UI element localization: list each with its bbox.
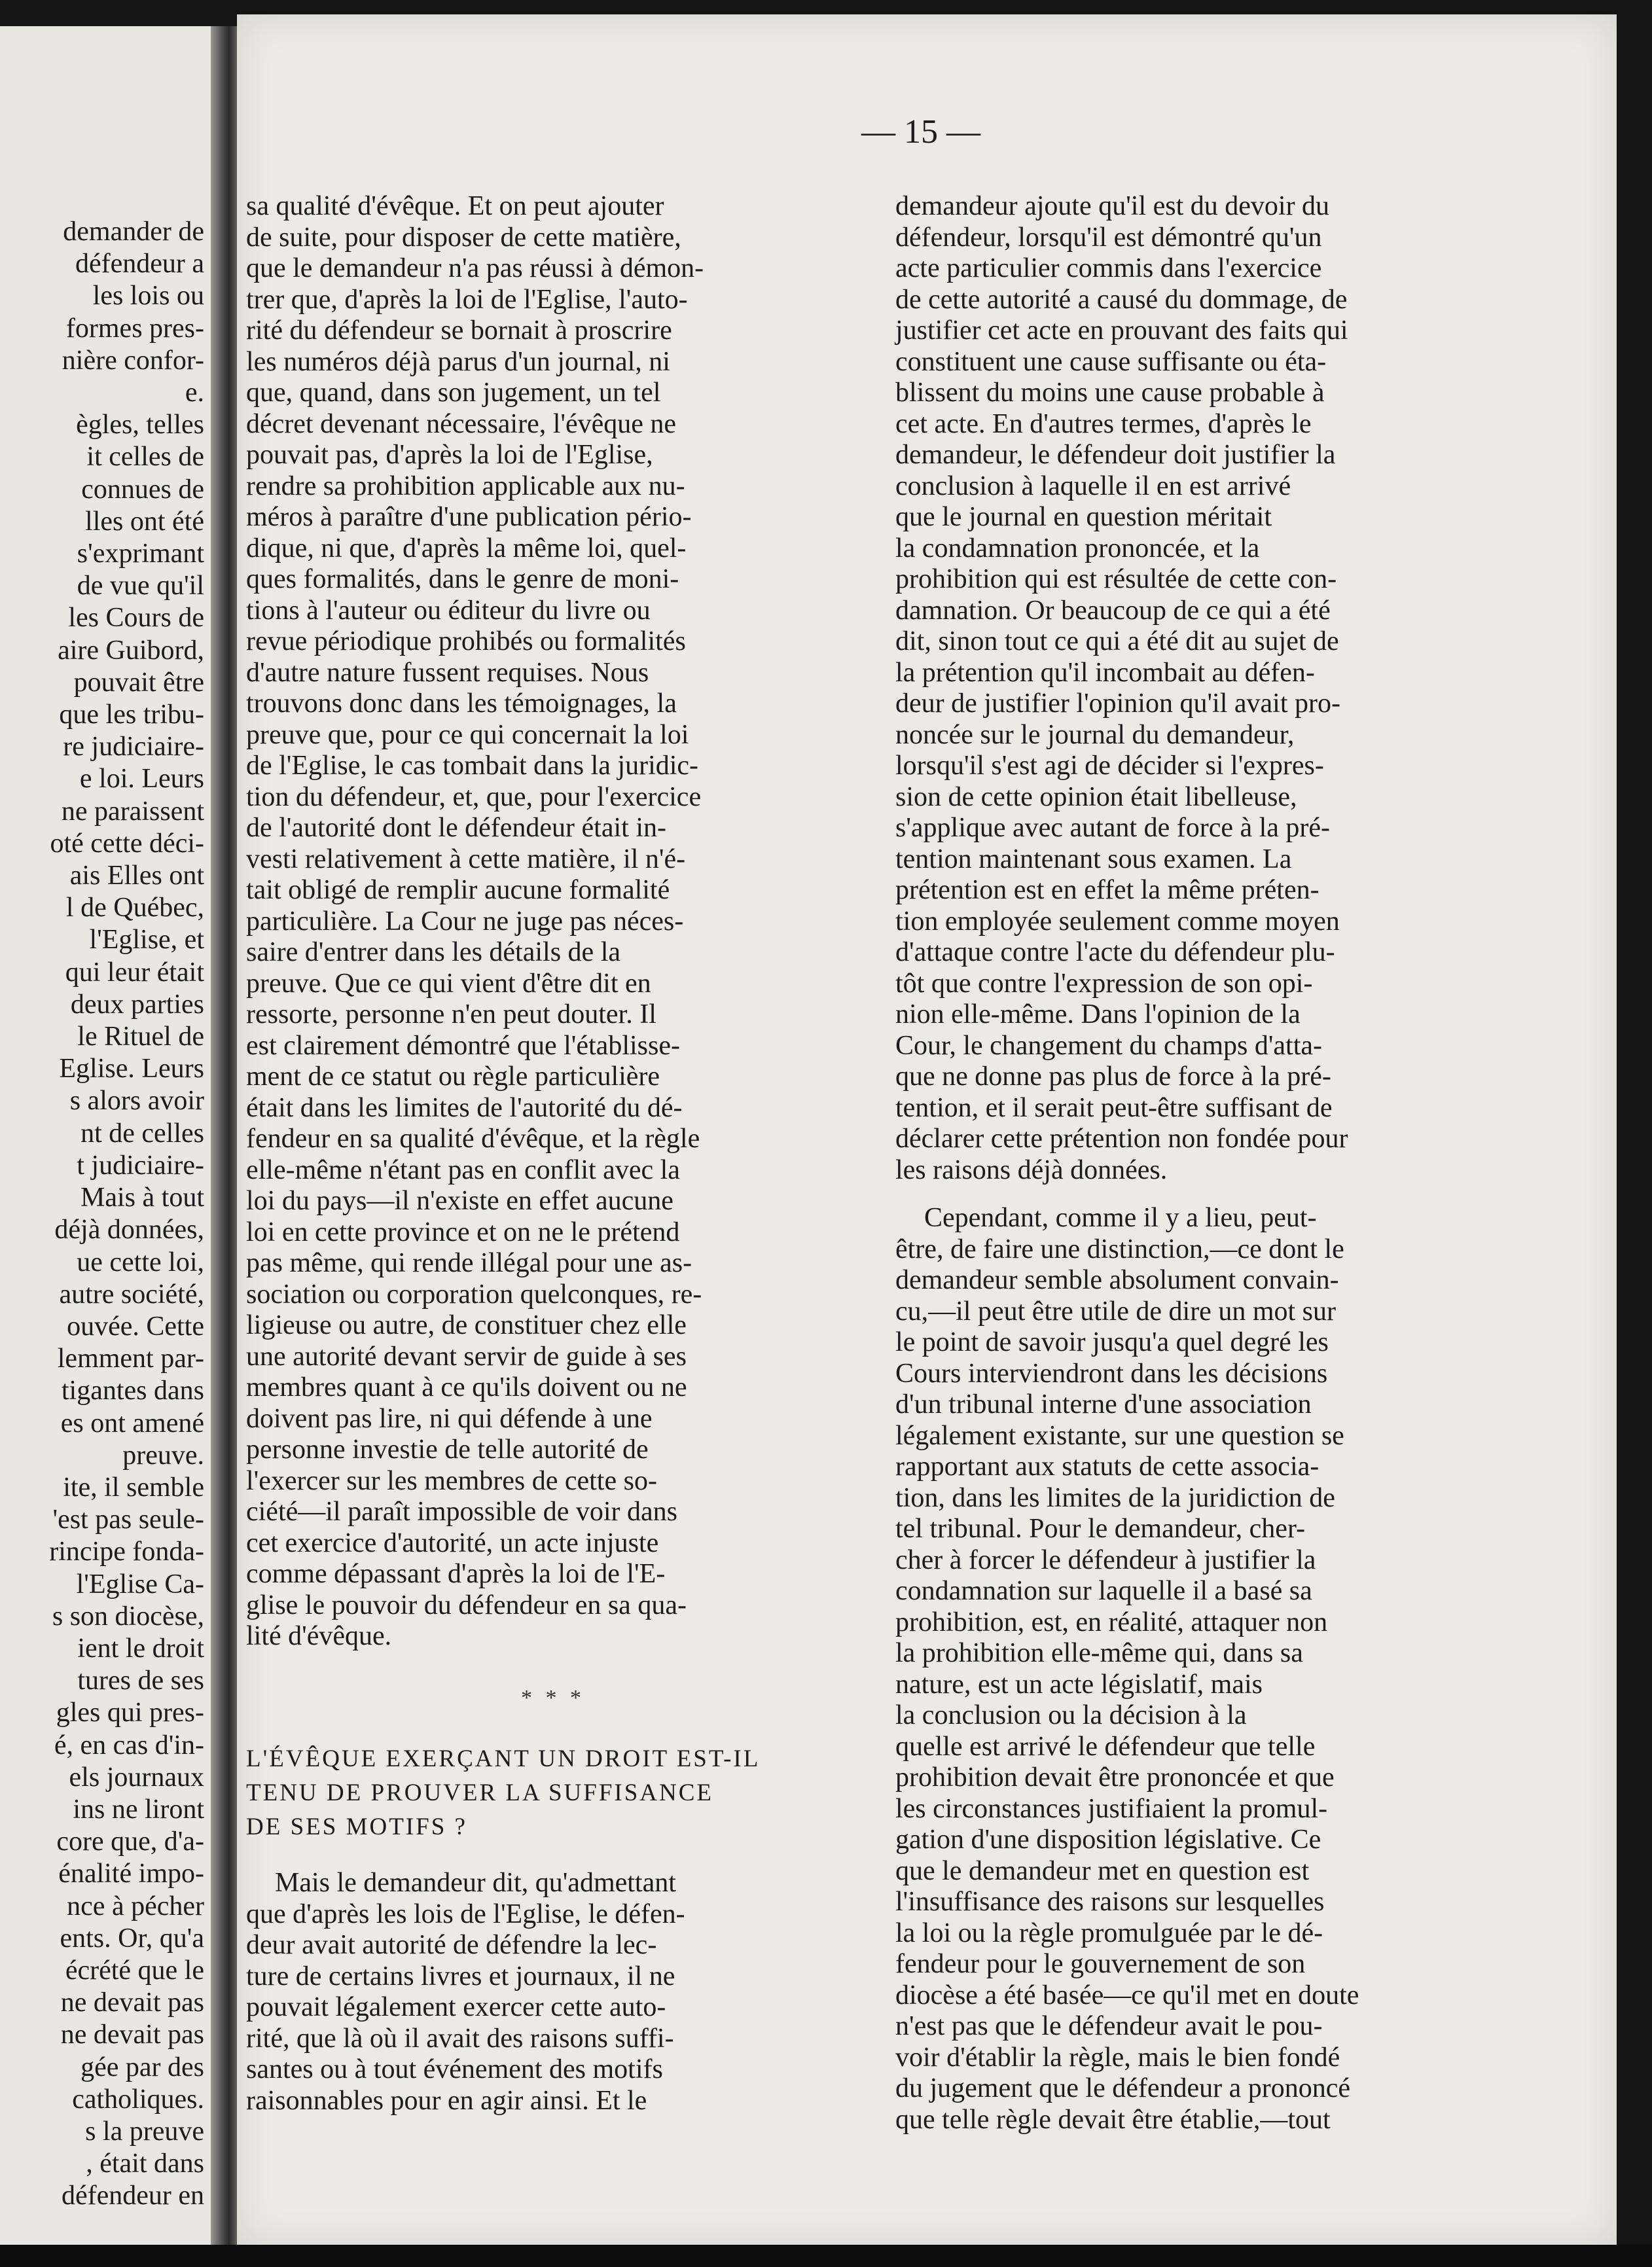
left-page-line: s son diocèse, bbox=[52, 1601, 204, 1632]
left-page-line: re judiciaire- bbox=[63, 732, 204, 762]
left-page-line: tigantes dans bbox=[61, 1376, 204, 1406]
scan-border bbox=[0, 2245, 1652, 2267]
left-page-line: que les tribu- bbox=[59, 700, 204, 730]
left-page-line: ient le droit bbox=[77, 1633, 204, 1664]
left-page-line: l'Eglise, et bbox=[89, 925, 204, 955]
left-page-line: rincipe fonda- bbox=[49, 1537, 204, 1567]
left-page-line: e. bbox=[185, 378, 204, 408]
left-page-line: demander de bbox=[63, 217, 204, 247]
left-page-line: énalité impo- bbox=[58, 1859, 204, 1889]
left-page-line: qui leur était bbox=[65, 957, 204, 988]
left-page-line: core que, d'a- bbox=[56, 1827, 204, 1857]
left-page-line: ite, il semble bbox=[63, 1472, 204, 1503]
left-page-line: s'exprimant bbox=[77, 539, 204, 569]
left-page-line: ègles, telles bbox=[76, 410, 204, 440]
paragraph: Mais le demandeur dit, qu'admettant que d'après les lois de l'Eglise, le défen- deur avait autorité de défendre la lec- ture de certains livres et journaux, il ne pouvait légalement exercer cette auto- rité, que là où il avait des raisons suffi- santes ou à tout événement des motifs raisonnables pour en agir ainsi. Et le bbox=[246, 1868, 685, 2116]
left-page-line: formes pres- bbox=[65, 313, 204, 344]
left-page-line: 'est pas seule- bbox=[52, 1505, 204, 1535]
left-page-line: nt de celles bbox=[81, 1118, 204, 1149]
left-page-line: le Rituel de bbox=[77, 1022, 204, 1052]
left-page-line: preuve. bbox=[122, 1440, 204, 1471]
left-page-line: é, en cas d'in- bbox=[54, 1730, 204, 1760]
left-page-line: catholiques. bbox=[72, 2084, 204, 2115]
paragraph: demandeur ajoute qu'il est du devoir du défendeur, lorsqu'il est démontré qu'un acte particulier commis dans l'exercice de cette autorité a causé du dommage, de justifier cet acte en prouvant des faits qui constituent une cause suffisante ou éta- blissent du moins une cause probable à cet acte. En d'autres termes, d'après le demandeur, le défendeur doit justifier la conclusion à laquelle il en est arrivé que le journal en question méritait la condamnation prononcée, et la prohibition qui est résultée de cette con- damnation. Or beaucoup de ce qui a été dit, sinon tout ce qui a été dit au sujet de la prétention qu'il incombait au défen- deur de justifier l'opinion qu'il avait pro- noncée sur le journal du demandeur, lorsqu'il s'est agi de décider si l'expres- sion de cette opinion était libelleuse, s'applique avec autant de force à la pré- tention maintenant sous examen. La prétention est en effet la même préten- tion employée seulement comme moyen d'attaque contre l'acte du défendeur plu- tôt que contre l'expression de son opi- nion elle-même. Dans l'opinion de la Cour, le changement du champs d'atta- que ne donne pas plus de force à la pré- tention, et il serait peut-être suffisant de déclarer cette prétention non fondée pour les raisons déjà données. bbox=[895, 191, 1348, 1185]
left-page-line: ents. Or, qu'a bbox=[60, 1923, 204, 1954]
left-page-line: autre société, bbox=[59, 1279, 204, 1310]
left-page-line: les lois ou bbox=[92, 281, 204, 312]
left-page-line: ais Elles ont bbox=[69, 861, 204, 891]
left-page-line: s la preuve bbox=[85, 2116, 204, 2147]
paragraph: Cependant, comme il y a lieu, peut- être, de faire une distinction,—ce dont le demandeur semble absolument convain- cu,—il peut être utile de dire un mot sur le point de savoir jusqu'a quel degré les Cours interviendront dans les décisions d'un tribunal interne d'une association légalement existante, sur une question se rapportant aux statuts de cette associa- tion, dans les limites de la juridiction de tel tribunal. Pour le demandeur, cher- cher à forcer le défendeur à justifier la condamnation sur laquelle il a basé sa prohibition, est, en réalité, attaquer non la prohibition elle-même qui, dans sa nature, est un acte législatif, mais la conclusion ou la décision à la quelle est arrivé le défendeur que telle prohibition devait être prononcée et que les circonstances justifiaient la promul- gation d'une disposition législative. Ce que le demandeur met en question est l'insuffisance des raisons sur lesquelles la loi ou la règle promulguée par le dé- fendeur pour le gouvernement de son diocèse a été basée—ce qu'il met en doute n'est pas que le défendeur avait le pou- voir d'établir la règle, mais le bien fondé du jugement que le défendeur a prononcé que telle règle devait être établie,—tout bbox=[895, 1203, 1359, 2135]
left-page-line: oté cette déci- bbox=[50, 828, 204, 859]
text-column-left bbox=[237, 191, 860, 2116]
paragraph: sa qualité d'évêque. Et on peut ajouter de suite, pour disposer de cette matière, que le demandeur n'a pas réussi à démon- trer que, d'après la loi de l'Eglise, l'auto- rité du défendeur se bornait à proscrire les numéros déjà parus d'un journal, ni que, quand, dans son jugement, un tel décret devenant nécessaire, l'évêque ne pouvait pas, d'après la loi de l'Eglise, rendre sa prohibition applicable aux nu- méros à paraître d'une publication pério- dique, ni que, d'après la même loi, quel- ques formalités, dans le genre de moni- tions à l'auteur ou éditeur du livre ou revue périodique prohibés ou formalités d'autre nature fussent requises. Nous trouvons donc dans les témoignages, la preuve que, pour ce qui concernait la loi de l'Eglise, le cas tombait dans la juridic- tion du défendeur, et, que, pour l'exercice de l'autorité dont le défendeur était in- vesti relativement à cette matière, il n'é- tait obligé de remplir aucune formalité particulière. La Cour ne juge pas néces- saire d'entrer dans les détails de la preuve. Que ce qui vient d'être dit en ressorte, personne n'en peut douter. Il est clairement démontré que l'établisse- ment de ce statut ou règle particulière était dans les limites de l'autorité du dé- fendeur en sa qualité d'évêque, et la règle elle-même n'étant pas en conflit avec la loi du pays—il n'existe en effet aucune loi en cette province et on ne le prétend pas même, qui rende illégal pour une as- sociation ou corporation quelconques, re- ligieuse ou autre, de constituer chez elle une autorité devant servir de guide à ses membres quant à ce qu'ils doivent ou ne doivent pas lire, ni qui défende à une personne investie de telle autorité de l'exercer sur les membres de cette so- ciété—il paraît impossible de voir dans cet exercice d'autorité, un acte injuste comme dépassant d'après la loi de l'E- glise le pouvoir du défendeur en sa qua- lité d'évêque. bbox=[246, 191, 704, 1651]
left-page-line: pouvait être bbox=[73, 667, 204, 698]
left-page-line: déjà données, bbox=[54, 1215, 204, 1245]
left-page-line: nce à pécher bbox=[67, 1891, 204, 1921]
left-page-line: ins ne liront bbox=[73, 1794, 204, 1825]
left-page-line: ue cette loi, bbox=[77, 1247, 204, 1277]
left-page-line: lemment par- bbox=[57, 1344, 204, 1374]
left-page-line: gée par des bbox=[81, 2052, 204, 2082]
left-page-line: Eglise. Leurs bbox=[59, 1054, 204, 1084]
left-page-line: deux parties bbox=[70, 989, 204, 1020]
right-page bbox=[237, 14, 1617, 2246]
left-page-line: t judiciaire- bbox=[77, 1150, 204, 1181]
left-page-line: ne devait pas bbox=[60, 2020, 204, 2050]
left-page-line: défendeur a bbox=[75, 249, 204, 279]
left-page-text bbox=[0, 216, 204, 2213]
left-page-line: ouvée. Cette bbox=[67, 1311, 204, 1342]
left-page-line: ne devait pas bbox=[60, 1988, 204, 2018]
left-page-line: nière confor- bbox=[62, 345, 204, 376]
page-number: — 15 — bbox=[861, 113, 980, 151]
left-page-line: , était dans bbox=[86, 2149, 204, 2179]
section-heading: L'ÉVÊQUE EXERÇANT UN DROIT EST-IL TENU DE PROUVER LA SUFFISANCE DE SES MOTIFS ? bbox=[246, 1745, 761, 1840]
left-page-line: e loi. Leurs bbox=[79, 764, 204, 794]
left-page-line: tures de ses bbox=[77, 1666, 204, 1696]
left-page-line: aire Guibord, bbox=[58, 635, 204, 666]
left-page-line: els journaux bbox=[69, 1762, 204, 1793]
left-page-line: ne paraissent bbox=[61, 796, 204, 827]
left-page-line: Mais à tout bbox=[81, 1183, 204, 1213]
text-column-right bbox=[895, 191, 1563, 2135]
left-page-line: s alors avoir bbox=[69, 1086, 204, 1116]
left-page-fragment bbox=[0, 26, 216, 2251]
left-page-line: lles ont été bbox=[85, 506, 204, 537]
section-ornament: * * * bbox=[521, 1685, 585, 1710]
left-page-line: les Cours de bbox=[68, 603, 204, 634]
left-page-line: es ont amené bbox=[60, 1408, 204, 1438]
left-page-line: écrété que le bbox=[65, 1955, 204, 1986]
left-page-line: it celles de bbox=[86, 442, 204, 473]
left-page-line: connues de bbox=[81, 474, 204, 505]
left-page-line: l de Québec, bbox=[65, 893, 204, 923]
left-page-line: défendeur en bbox=[61, 2181, 204, 2211]
left-page-line: gles qui pres- bbox=[56, 1698, 204, 1728]
left-page-line: l'Eglise Ca- bbox=[76, 1569, 204, 1599]
left-page-line: de vue qu'il bbox=[77, 571, 204, 601]
